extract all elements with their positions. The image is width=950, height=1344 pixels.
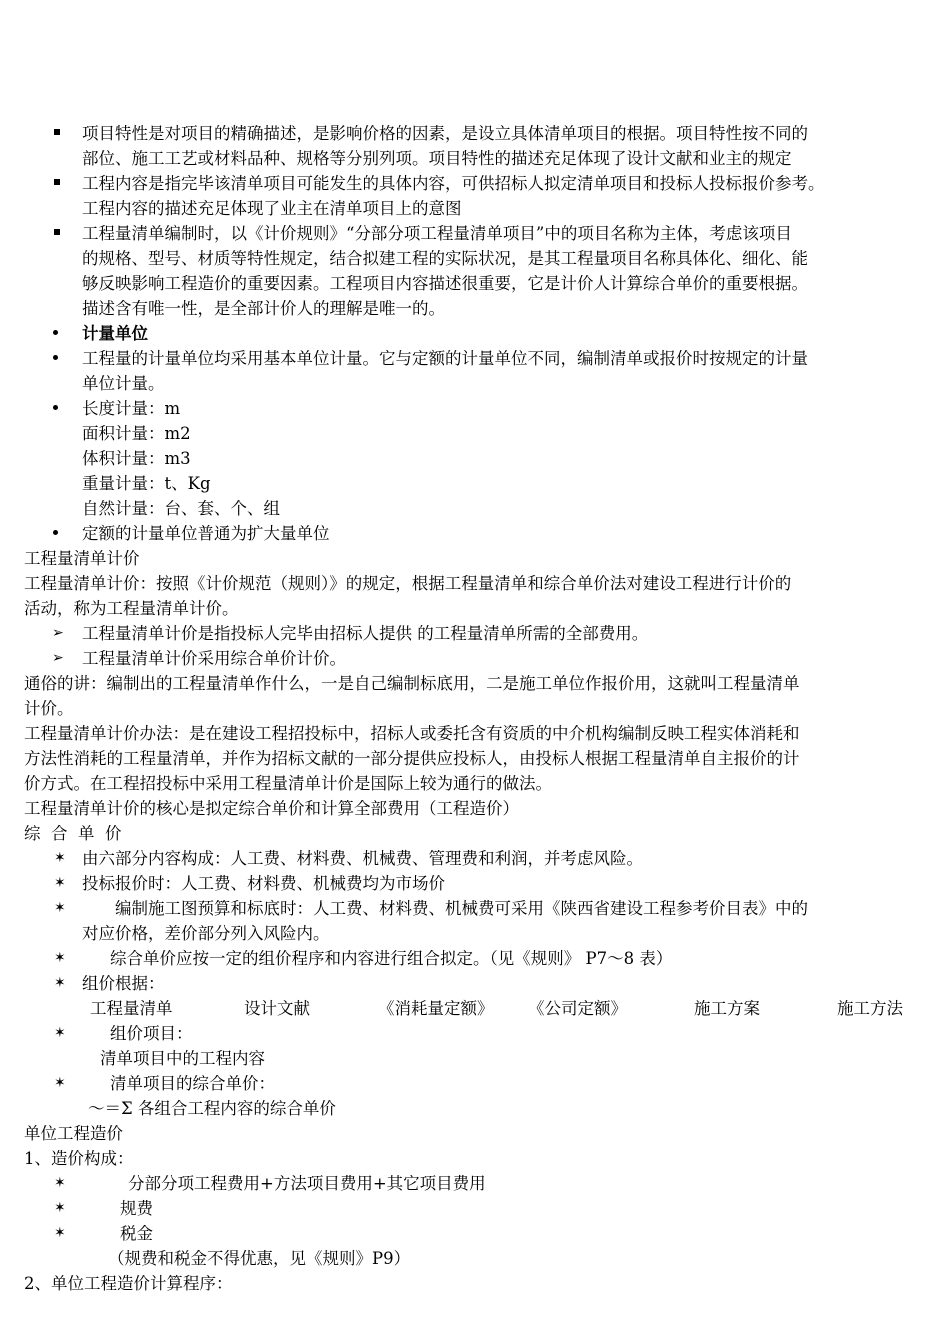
- section-heading: 综 合 单 价: [24, 824, 122, 843]
- text-line: 面积计量：m2: [82, 424, 191, 443]
- text-line: 的规格、型号、材质等特性规定，结合拟建工程的实际状况，是其工程量项目名称具体化、细化、能: [82, 249, 808, 268]
- text-line: 工程量清单计价是指投标人完毕由招标人提供 的工程量清单所需的全部费用。: [82, 624, 649, 643]
- text-line: 1、造价构成：: [24, 1149, 134, 1168]
- text-line: （规费和税金不得优惠，见《规则》P9）: [108, 1249, 411, 1268]
- dot-bullet-icon: [53, 530, 58, 535]
- basis-item: 《消耗量定额》: [378, 999, 494, 1018]
- text-line: 描述含有唯一性，是全部计价人的理解是唯一的。: [82, 299, 445, 318]
- text-line: 定额的计量单位普通为扩大量单位: [82, 524, 330, 543]
- text-line: 活动，称为工程量清单计价。: [24, 599, 239, 618]
- arrow-bullet-icon: ➢: [52, 650, 64, 666]
- text-line: 清单项目中的工程内容: [100, 1049, 265, 1068]
- text-line: 方法性消耗的工程量清单，并作为招标文献的一部分提供应投标人，由投标人根据工程量清单自主报价的计: [24, 749, 800, 768]
- text-line: 工程量清单计价采用综合单价计价。: [82, 649, 346, 668]
- text-line: 2、单位工程造价计算程序：: [24, 1274, 233, 1293]
- text-line: 对应价格，差价部分列入风险内。: [82, 924, 330, 943]
- star-bullet-icon: ✶: [54, 900, 66, 916]
- text-line: 部位、施工工艺或材料品种、规格等分别列项。项目特性的描述充足体现了设计文献和业主的规定: [82, 149, 792, 168]
- text-line: 价方式。在工程招投标中采用工程量清单计价是国际上较为通行的做法。: [24, 774, 552, 793]
- basis-item: 施工方法: [837, 999, 903, 1018]
- text-line: 编制施工图预算和标底时：人工费、材料费、机械费可采用《陕西省建设工程参考价目表》中的: [115, 899, 808, 918]
- square-bullet-icon: [54, 179, 60, 185]
- star-bullet-icon: ✶: [54, 875, 66, 891]
- square-bullet-icon: [54, 229, 60, 235]
- text-line: 工程量清单编制时，以《计价规则》“分部分项工程量清单项目”中的项目名称为主体，考虑该项目: [82, 224, 792, 243]
- dot-bullet-icon: [53, 330, 58, 335]
- arrow-bullet-icon: ➢: [52, 625, 64, 641]
- star-bullet-icon: ✶: [54, 1175, 66, 1191]
- star-bullet-icon: ✶: [54, 1200, 66, 1216]
- text-line: 体积计量：m3: [82, 449, 191, 468]
- text-line: 工程量清单计价：按照《计价规范（规则）》的规定，根据工程量清单和综合单价法对建设工程进行计价的: [24, 574, 792, 593]
- text-line: 规费: [120, 1199, 153, 1218]
- text-line: 组价根据：: [82, 974, 165, 993]
- basis-item: 施工方案: [694, 999, 760, 1018]
- star-bullet-icon: ✶: [54, 975, 66, 991]
- text-line: 够反映影响工程造价的重要因素。工程项目内容描述很重要，它是计价人计算综合单价的重要根据。: [82, 274, 808, 293]
- text-line: ～＝Σ 各组合工程内容的综合单价: [88, 1099, 336, 1118]
- text-line: 长度计量：m: [82, 399, 181, 418]
- section-heading: 单位工程造价: [24, 1124, 123, 1143]
- text-line: 清单项目的综合单价：: [110, 1074, 275, 1093]
- text-line: 工程量清单计价办法：是在建设工程招投标中，招标人或委托含有资质的中介机构编制反映工程实体消耗和: [24, 724, 800, 743]
- star-bullet-icon: ✶: [54, 1075, 66, 1091]
- text-line: 计价。: [24, 699, 74, 718]
- text-line: 工程内容是指完毕该清单项目可能发生的具体内容，可供招标人拟定清单项目和投标人投标报价参考。: [82, 174, 825, 193]
- star-bullet-icon: ✶: [54, 850, 66, 866]
- dot-bullet-icon: [53, 405, 58, 410]
- text-line: 重量计量：t、Kg: [82, 474, 211, 493]
- text-line: 由六部分内容构成：人工费、材料费、机械费、管理费和利润，并考虑风险。: [82, 849, 643, 868]
- section-heading: 工程量清单计价: [24, 549, 140, 568]
- basis-item: 《公司定额》: [528, 999, 627, 1018]
- section-heading: 计量单位: [82, 324, 148, 343]
- text-line: 项目特性是对项目的精确描述，是影响价格的因素，是设立具体清单项目的根据。项目特性按不同的: [82, 124, 808, 143]
- dot-bullet-icon: [53, 355, 58, 360]
- star-bullet-icon: ✶: [54, 1225, 66, 1241]
- text-line: 组价项目：: [110, 1024, 193, 1043]
- star-bullet-icon: ✶: [54, 1025, 66, 1041]
- text-line: 分部分项工程费用+方法项目费用+其它项目费用: [128, 1174, 486, 1193]
- basis-item: 设计文献: [244, 999, 310, 1018]
- text-line: 税金: [120, 1224, 153, 1243]
- text-line: 工程内容的描述充足体现了业主在清单项目上的意图: [82, 199, 462, 218]
- text-line: 工程量的计量单位均采用基本单位计量。它与定额的计量单位不同，编制清单或报价时按规定的计量: [82, 349, 808, 368]
- square-bullet-icon: [54, 129, 60, 135]
- star-bullet-icon: ✶: [54, 950, 66, 966]
- text-line: 综合单价应按一定的组价程序和内容进行组合拟定。（见《规则》 P7～8 表）: [110, 949, 673, 968]
- text-line: 通俗的讲：编制出的工程量清单作什么，一是自己编制标底用，二是施工单位作报价用，这就叫工程量清单: [24, 674, 800, 693]
- text-line: 工程量清单计价的核心是拟定综合单价和计算全部费用（工程造价）: [24, 799, 519, 818]
- basis-item: 工程量清单: [90, 999, 173, 1018]
- text-line: 投标报价时：人工费、材料费、机械费均为市场价: [82, 874, 445, 893]
- text-line: 自然计量：台、套、个、组: [82, 499, 280, 518]
- text-line: 单位计量。: [82, 374, 165, 393]
